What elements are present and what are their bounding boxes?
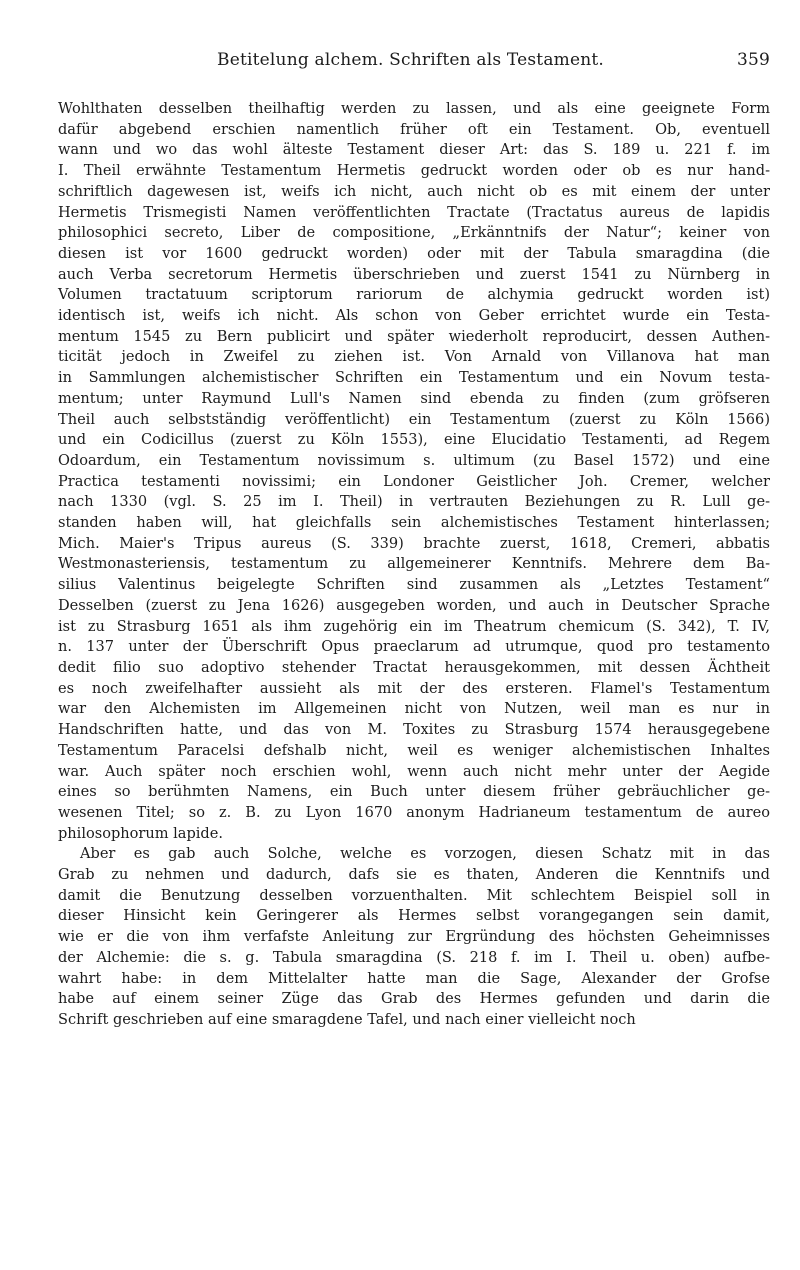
text-line: dafür abgebend erschien namentlich früher oft ein Testament. Ob, eventuell	[58, 120, 770, 138]
text-line: dieser Hinsicht kein Geringerer als Hermes selbst vorangegangen sein damit,	[58, 907, 770, 925]
text-line: Volumen tractatuum scriptorum rariorum de alchymia gedruckt worden ist)	[58, 286, 770, 304]
text-line: silius Valentinus beigelegte Schriften sind zusammen als „Letztes Testament“	[58, 576, 770, 594]
text-line: identisch ist, weifs ich nicht. Als schon von Geber errichtet wurde ein Testa-	[58, 307, 770, 325]
text-line: Handschriften hatte, und das von M. Toxites zu Strasburg 1574 herausgegebene	[58, 721, 770, 739]
text-line: der Alchemie: die s. g. Tabula smaragdina (S. 218 f. im I. Theil u. oben) aufbe-	[58, 948, 770, 966]
running-title: Betitelung alchem. Schriften als Testament.	[217, 50, 605, 70]
text-line: Odoardum, ein Testamentum novissimum s. ultimum (zu Basel 1572) und eine	[58, 451, 770, 469]
text-line: wahrt habe: in dem Mittelalter hatte man die Sage, Alexander der Grofse	[58, 969, 770, 987]
text-line: philosophorum lapide.	[58, 824, 223, 842]
text-line: Hermetis Trismegisti Namen veröffentlichten Tractate (Tractatus aureus de lapidis	[58, 203, 770, 221]
text-line: standen haben will, hat gleichfalls sein alchemistisches Testament hinterlassen;	[58, 514, 770, 532]
text-line: Theil auch selbstständig veröffentlicht) ein Testamentum (zuerst zu Köln 1566)	[58, 410, 770, 428]
text-line: wie er die von ihm verfafste Anleitung zur Ergründung des höchsten Geheimnisses	[58, 928, 770, 946]
text-line: und ein Codicillus (zuerst zu Köln 1553), eine Elucidatio Testamenti, ad Regem	[58, 431, 770, 449]
text-line: Testamentum Paracelsi defshalb nicht, weil es weniger alchemistischen Inhaltes	[58, 741, 770, 759]
text-line: wann und wo das wohl älteste Testament dieser Art: das S. 189 u. 221 f. im	[58, 141, 770, 159]
text-line: philosophici secreto, Liber de compositione, „Erkänntnifs der Natur“; keiner von	[58, 224, 770, 242]
text-line: dedit filio suo adoptivo stehender Tractat herausgekommen, mit dessen Ächtheit	[58, 658, 770, 676]
body-text	[58, 99, 770, 1031]
text-line: n. 137 unter der Überschrift Opus praeclarum ad utrumque, quod pro testamento	[58, 638, 770, 656]
text-line: war den Alchemisten im Allgemeinen nicht von Nutzen, weil man es nur in	[58, 700, 770, 718]
text-line: ticität jedoch in Zweifel zu ziehen ist. Von Arnald von Villanova hat man	[58, 348, 770, 366]
text-line: schriftlich dagewesen ist, weifs ich nicht, auch nicht ob es mit einem der unter	[58, 182, 770, 200]
text-line: I. Theil erwähnte Testamentum Hermetis gedruckt worden oder ob es nur hand-	[58, 162, 770, 180]
page-number: 359	[736, 50, 770, 70]
text-line: Wohlthaten desselben theilhaftig werden zu lassen, und als eine geeignete Form	[58, 100, 770, 117]
text-line: Desselben (zuerst zu Jena 1626) ausgegeben worden, und auch in Deutscher Sprache	[58, 596, 770, 614]
text-line: Schrift geschrieben auf eine smaragdene Tafel, und nach einer vielleicht noch	[58, 1010, 636, 1028]
text-line: wesenen Titel; so z. B. zu Lyon 1670 anonym Hadrianeum testamentum de aureo	[58, 803, 770, 821]
text-line: nach 1330 (vgl. S. 25 im I. Theil) in vertrauten Beziehungen zu R. Lull ge-	[58, 493, 770, 511]
text-line: eines so berühmten Namens, ein Buch unter diesem früher gebräuchlicher ge-	[58, 783, 770, 801]
text-line: auch Verba secretorum Hermetis überschrieben und zuerst 1541 zu Nürnberg in	[58, 265, 770, 283]
text-line: ist zu Strasburg 1651 als ihm zugehörig ein im Theatrum chemicum (S. 342), T. IV,	[58, 617, 770, 635]
text-line: es noch zweifelhafter aussieht als mit der des ersteren. Flamel's Testamentum	[58, 679, 770, 697]
text-line: diesen ist vor 1600 gedruckt worden) oder mit der Tabula smaragdina (die	[58, 244, 770, 262]
text-line: Westmonasteriensis, testamentum zu allgemeinerer Kenntnifs. Mehrere dem Ba-	[58, 555, 770, 573]
text-line: mentum; unter Raymund Lull's Namen sind ebenda zu finden (zum gröfseren	[58, 389, 770, 407]
text-line: Grab zu nehmen und dadurch, dafs sie es thaten, Anderen die Kenntnifs und	[58, 866, 770, 884]
text-line: habe auf einem seiner Züge das Grab des Hermes gefunden und darin die	[58, 990, 770, 1008]
text-line: Mich. Maier's Tripus aureus (S. 339) brachte zuerst, 1618, Cremeri, abbatis	[58, 534, 770, 552]
text-line: war. Auch später noch erschien wohl, wenn auch nicht mehr unter der Aegide	[58, 762, 770, 780]
text-line: Practica testamenti novissimi; ein Londoner Geistlicher Joh. Cremer, welcher	[58, 472, 770, 490]
text-line: Aber es gab auch Solche, welche es vorzogen, diesen Schatz mit in das	[80, 845, 770, 863]
text-line: in Sammlungen alchemistischer Schriften ein Testamentum und ein Novum testa-	[58, 369, 770, 387]
text-line: damit die Benutzung desselben vorzuenthalten. Mit schlechtem Beispiel soll in	[58, 886, 770, 904]
text-line: mentum 1545 zu Bern publicirt und später wiederholt reproducirt, dessen Authen-	[58, 327, 770, 345]
